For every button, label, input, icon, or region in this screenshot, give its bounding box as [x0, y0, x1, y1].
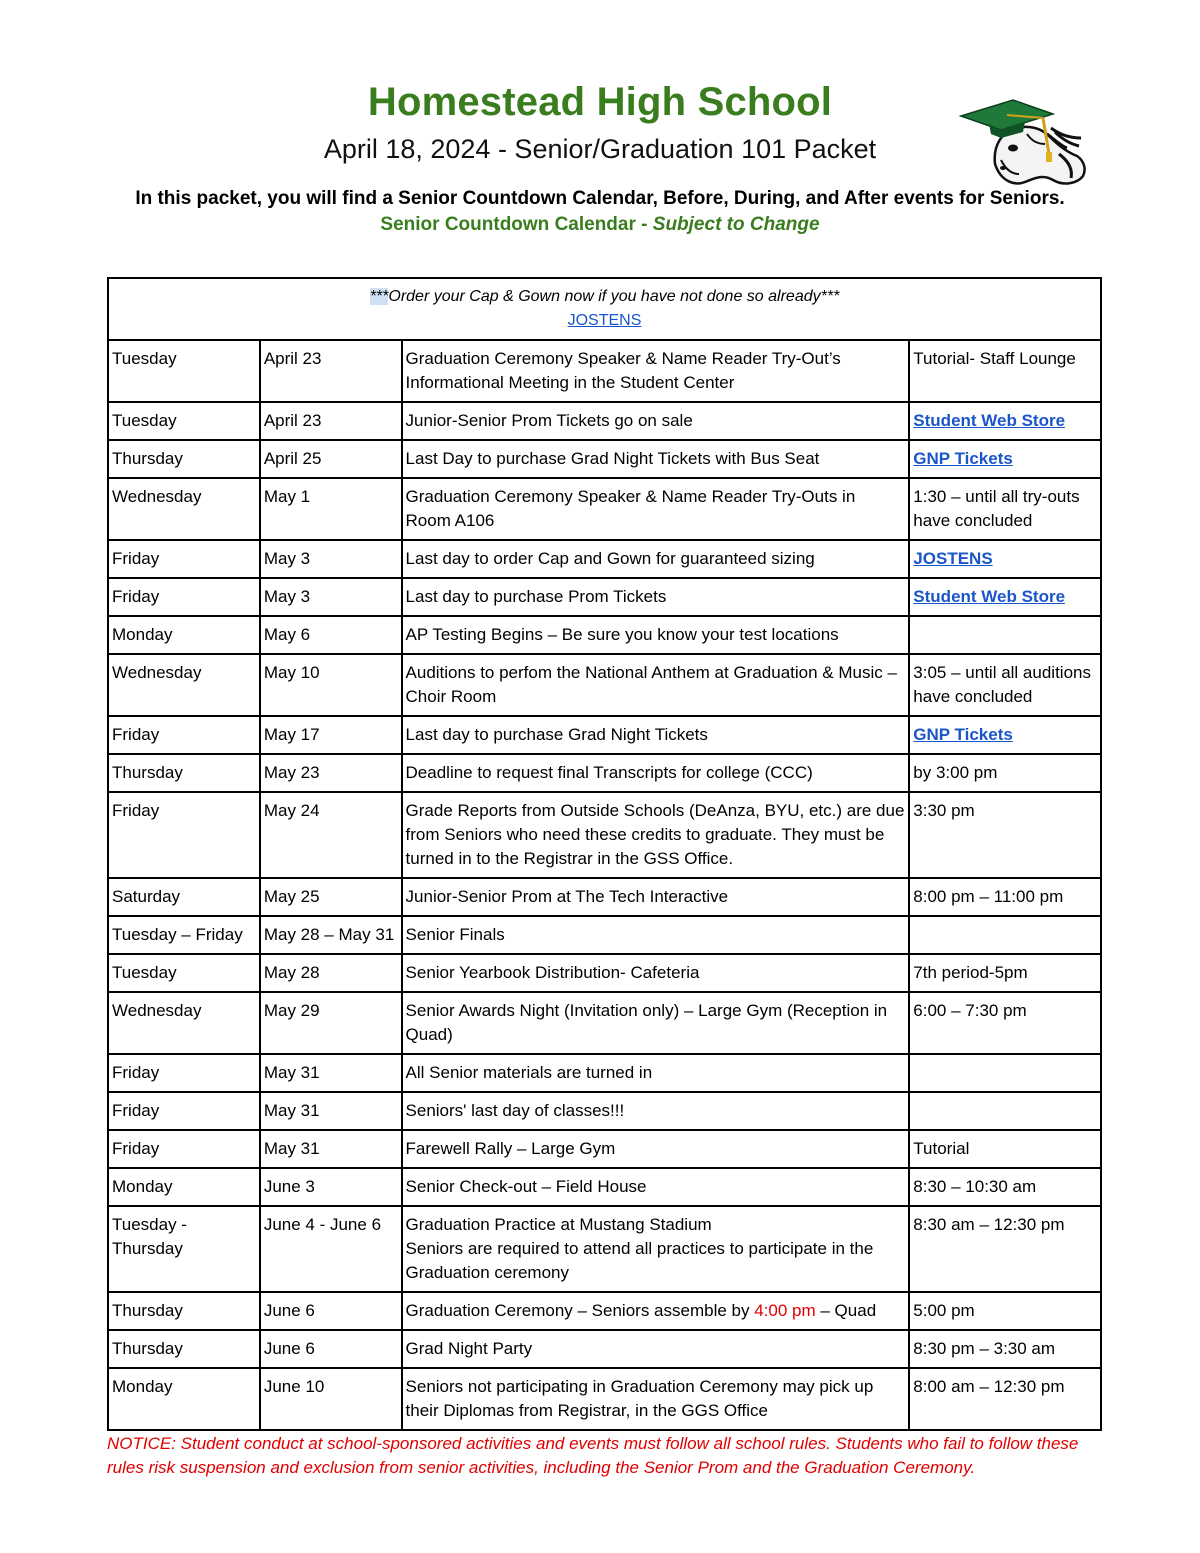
row-date: June 3: [260, 1168, 402, 1206]
row-info-link[interactable]: Student Web Store: [913, 411, 1066, 430]
row-event: [402, 440, 910, 478]
row-event-text: Grade Reports from Outside Schools (DeAnza, BYU, etc.) are due from Seniors who need these credits to graduate. They must be turned in to the Registrar in the GSS Office.: [405, 801, 905, 868]
row-event-text: Last day to purchase Grad Night Tickets: [405, 725, 708, 744]
row-event-text: Last day to order Cap and Gown for guaranteed sizing: [405, 549, 815, 568]
calendar-row: [108, 1368, 1101, 1430]
row-day: Tuesday - Thursday: [108, 1206, 260, 1292]
row-info: 1:30 – until all try-outs have concluded: [909, 478, 1101, 540]
row-day: Friday: [108, 1130, 260, 1168]
row-date: May 29: [260, 992, 402, 1054]
row-day: Thursday: [108, 1292, 260, 1330]
row-info: 8:00 am – 12:30 pm: [909, 1368, 1101, 1430]
row-event: [402, 792, 910, 878]
calendar-heading-text: Senior Countdown Calendar -: [380, 214, 653, 235]
calendar-row: [108, 1330, 1101, 1368]
row-event-text: Senior Yearbook Distribution- Cafeteria: [405, 963, 700, 982]
calendar-row: [108, 1130, 1101, 1168]
row-event: [402, 1092, 910, 1130]
row-day: Monday: [108, 1368, 260, 1430]
order-text: Order your Cap & Gown now if you have not done so already***: [388, 288, 840, 305]
row-event: [402, 1130, 910, 1168]
calendar-row: [108, 654, 1101, 716]
row-day: Friday: [108, 716, 260, 754]
calendar-row: [108, 916, 1101, 954]
row-date: May 24: [260, 792, 402, 878]
row-date: June 6: [260, 1292, 402, 1330]
row-event-text: AP Testing Begins – Be sure you know your test locations: [405, 625, 839, 644]
row-event-text: Senior Check-out – Field House: [405, 1177, 647, 1196]
row-event: [402, 1368, 910, 1430]
row-date: May 3: [260, 578, 402, 616]
row-info: [909, 616, 1101, 654]
calendar-heading: [0, 212, 1200, 238]
row-day: Tuesday: [108, 402, 260, 440]
row-info-link[interactable]: JOSTENS: [913, 549, 993, 568]
row-event: [402, 1054, 910, 1092]
order-banner: [108, 278, 1101, 340]
row-info: [909, 578, 1101, 616]
row-info: [909, 440, 1101, 478]
school-title: Homestead High School: [367, 80, 833, 124]
row-info: 8:00 pm – 11:00 pm: [909, 878, 1101, 916]
mustang-graduation-cap-logo-icon: [955, 94, 1095, 190]
row-day: Wednesday: [108, 478, 260, 540]
row-date: June 6: [260, 1330, 402, 1368]
row-event-text: All Senior materials are turned in: [405, 1063, 653, 1082]
row-event: [402, 954, 910, 992]
row-date: May 31: [260, 1054, 402, 1092]
row-day: Friday: [108, 578, 260, 616]
row-event: [402, 616, 910, 654]
packet-subtitle: April 18, 2024 - Senior/Graduation 101 Packet: [323, 134, 877, 164]
row-event: [402, 478, 910, 540]
row-day: Tuesday – Friday: [108, 916, 260, 954]
row-day: Tuesday: [108, 340, 260, 402]
row-event-text: Graduation Ceremony – Seniors assemble by: [405, 1301, 755, 1320]
row-event: [402, 654, 910, 716]
row-info: [909, 1092, 1101, 1130]
row-info: Tutorial- Staff Lounge: [909, 340, 1101, 402]
row-info: 8:30 am – 12:30 pm: [909, 1206, 1101, 1292]
calendar-row: [108, 478, 1101, 540]
row-event: [402, 916, 910, 954]
row-date: June 10: [260, 1368, 402, 1430]
row-day: Friday: [108, 1092, 260, 1130]
row-event-text: Farewell Rally – Large Gym: [405, 1139, 616, 1158]
row-event: [402, 754, 910, 792]
jostens-link[interactable]: JOSTENS: [567, 312, 642, 329]
row-event-text: Last Day to purchase Grad Night Tickets with Bus Seat: [405, 449, 820, 468]
row-info-link[interactable]: GNP Tickets: [913, 449, 1013, 468]
row-event-text: Senior Finals: [405, 925, 505, 944]
row-event: [402, 1168, 910, 1206]
row-info: [909, 402, 1101, 440]
calendar-row: [108, 1092, 1101, 1130]
row-date: May 6: [260, 616, 402, 654]
row-info: [909, 1054, 1101, 1092]
calendar-row: [108, 540, 1101, 578]
row-event: [402, 340, 910, 402]
row-date: April 23: [260, 402, 402, 440]
row-info: [909, 716, 1101, 754]
calendar-heading-em: Subject to Change: [652, 214, 820, 235]
intro-text: In this packet, you will find a Senior Countdown Calendar, Before, During, and After events for Seniors.: [135, 188, 1065, 209]
row-date: April 25: [260, 440, 402, 478]
row-event: [402, 540, 910, 578]
calendar-row: [108, 716, 1101, 754]
row-date: May 28 – May 31: [260, 916, 402, 954]
row-day: Saturday: [108, 878, 260, 916]
row-event: [402, 1292, 910, 1330]
row-day: Thursday: [108, 440, 260, 478]
calendar-row: [108, 340, 1101, 402]
row-day: Monday: [108, 616, 260, 654]
row-info: 3:05 – until all auditions have concluded: [909, 654, 1101, 716]
row-event-text: Seniors not participating in Graduation Ceremony may pick up their Diplomas from Registrar, in the GGS Office: [405, 1377, 874, 1420]
row-date: May 1: [260, 478, 402, 540]
banner-row: [108, 278, 1101, 340]
calendar-row: [108, 1206, 1101, 1292]
calendar-row: [108, 616, 1101, 654]
calendar-row: [108, 878, 1101, 916]
row-info-link[interactable]: GNP Tickets: [913, 725, 1013, 744]
row-date: May 17: [260, 716, 402, 754]
calendar-row: [108, 402, 1101, 440]
calendar-row: [108, 954, 1101, 992]
row-day: Thursday: [108, 1330, 260, 1368]
row-date: May 28: [260, 954, 402, 992]
row-day: Monday: [108, 1168, 260, 1206]
row-event: [402, 992, 910, 1054]
row-date: May 25: [260, 878, 402, 916]
row-event: [402, 402, 910, 440]
row-date: June 4 - June 6: [260, 1206, 402, 1292]
row-day: Thursday: [108, 754, 260, 792]
row-date: May 3: [260, 540, 402, 578]
row-date: May 31: [260, 1130, 402, 1168]
calendar-row: [108, 754, 1101, 792]
row-event-text: Deadline to request final Transcripts for college (CCC): [405, 763, 813, 782]
calendar-row: [108, 792, 1101, 878]
row-info: 7th period-5pm: [909, 954, 1101, 992]
row-date: April 23: [260, 340, 402, 402]
row-date: May 10: [260, 654, 402, 716]
calendar-row: [108, 1054, 1101, 1092]
row-day: Wednesday: [108, 654, 260, 716]
row-event-text: Graduation Ceremony Speaker & Name Reader Try-Outs in Room A106: [405, 487, 856, 530]
row-event-text: Graduation Practice at Mustang Stadium: [405, 1215, 712, 1234]
row-event: [402, 578, 910, 616]
row-day: Friday: [108, 1054, 260, 1092]
row-day: Wednesday: [108, 992, 260, 1054]
row-event-tail: – Quad: [815, 1301, 877, 1320]
row-day: Friday: [108, 540, 260, 578]
order-highlight: ***: [369, 288, 389, 305]
row-day: Tuesday: [108, 954, 260, 992]
row-day: Friday: [108, 792, 260, 878]
row-event-text: Seniors' last day of classes!!!: [405, 1101, 625, 1120]
row-info: by 3:00 pm: [909, 754, 1101, 792]
countdown-calendar-table: [107, 277, 1102, 1431]
row-event-text: Senior Awards Night (Invitation only) – Large Gym (Reception in Quad): [405, 1001, 888, 1044]
calendar-row: [108, 578, 1101, 616]
row-event-text: Junior-Senior Prom at The Tech Interactive: [405, 887, 729, 906]
row-event-text: Last day to purchase Prom Tickets: [405, 587, 667, 606]
row-info: [909, 916, 1101, 954]
row-info: [909, 540, 1101, 578]
row-event: [402, 878, 910, 916]
row-event-text: Graduation Ceremony Speaker & Name Reader Try-Out’s Informational Meeting in the Student Center: [405, 349, 841, 392]
calendar-row: [108, 440, 1101, 478]
row-info: 5:00 pm: [909, 1292, 1101, 1330]
row-info: 3:30 pm: [909, 792, 1101, 878]
order-cap-gown-text: [112, 285, 1097, 309]
calendar-row: [108, 1292, 1101, 1330]
row-info: 8:30 pm – 3:30 am: [909, 1330, 1101, 1368]
calendar-row: [108, 992, 1101, 1054]
row-event-text: Junior-Senior Prom Tickets go on sale: [405, 411, 693, 430]
row-event-time-highlight: 4:00 pm: [754, 1301, 816, 1320]
calendar-row: [108, 1168, 1101, 1206]
row-info-link[interactable]: Student Web Store: [913, 587, 1066, 606]
row-date: May 23: [260, 754, 402, 792]
row-event: [402, 716, 910, 754]
row-event-text: Grad Night Party: [405, 1339, 533, 1358]
row-event: [402, 1206, 910, 1292]
row-event-note: Seniors are required to attend all practices to participate in the Graduation ceremony: [405, 1239, 874, 1282]
row-info: 6:00 – 7:30 pm: [909, 992, 1101, 1054]
row-event-text: Auditions to perfom the National Anthem at Graduation & Music – Choir Room: [405, 663, 897, 706]
notice-text: NOTICE: Student conduct at school-sponsored activities and events must follow all school rules. Students who fail to follow these rules risk suspension and exclusion from senior activities, including the Senior Prom and the Graduation Ceremony.: [107, 1434, 1079, 1477]
row-info: Tutorial: [909, 1130, 1101, 1168]
row-date: May 31: [260, 1092, 402, 1130]
row-event: [402, 1330, 910, 1368]
row-info: 8:30 – 10:30 am: [909, 1168, 1101, 1206]
